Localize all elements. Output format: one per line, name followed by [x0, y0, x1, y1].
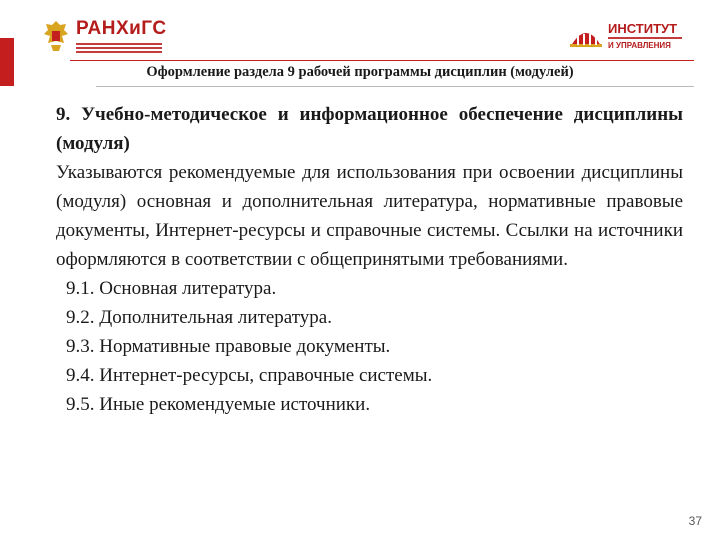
list-item: 9.5. Иные рекомендуемые источники. [66, 394, 371, 415]
list-item: 9.2. Дополнительная литература. [66, 307, 332, 328]
header-underline [96, 86, 694, 87]
slide-content [56, 100, 683, 419]
list-item: 9.4. Интернет-ресурсы, справочные системы. [66, 365, 433, 386]
building-dome-icon [568, 24, 604, 48]
logo-institute-text: ИНСТИТУТ [608, 21, 678, 36]
ranepa-logo [42, 16, 167, 56]
institute-logo [568, 22, 682, 50]
header-divider [70, 60, 694, 61]
section-heading: 9. Учебно-методическое и информационное обеспечение дисциплины (модуля) [56, 104, 683, 154]
logo-institute-subtitle: И УПРАВЛЕНИЯ [608, 41, 671, 50]
page-title: Оформление раздела 9 рабочей программы дисциплин (модулей) [146, 64, 574, 80]
list-item: 9.3. Нормативные правовые документы. [66, 336, 391, 357]
section-body: Указываются рекомендуемые для использования при освоении дисциплины (модуля) основная и дополнительная литература, нормативные правовые документы, Интернет-ресурсы и справочные системы. Ссылки на источники оформляются в соответствии с общепринятыми требованиями. [56, 162, 683, 270]
list-item: 9.1. Основная литература. [66, 278, 277, 299]
eagle-emblem-icon [42, 19, 70, 53]
logo-subtitle-line [608, 37, 682, 39]
page-number: 37 [688, 514, 702, 528]
section-list [56, 274, 683, 419]
logo-subtitle-lines [76, 41, 167, 53]
logo-brand-text: РАНХиГС [76, 18, 167, 39]
